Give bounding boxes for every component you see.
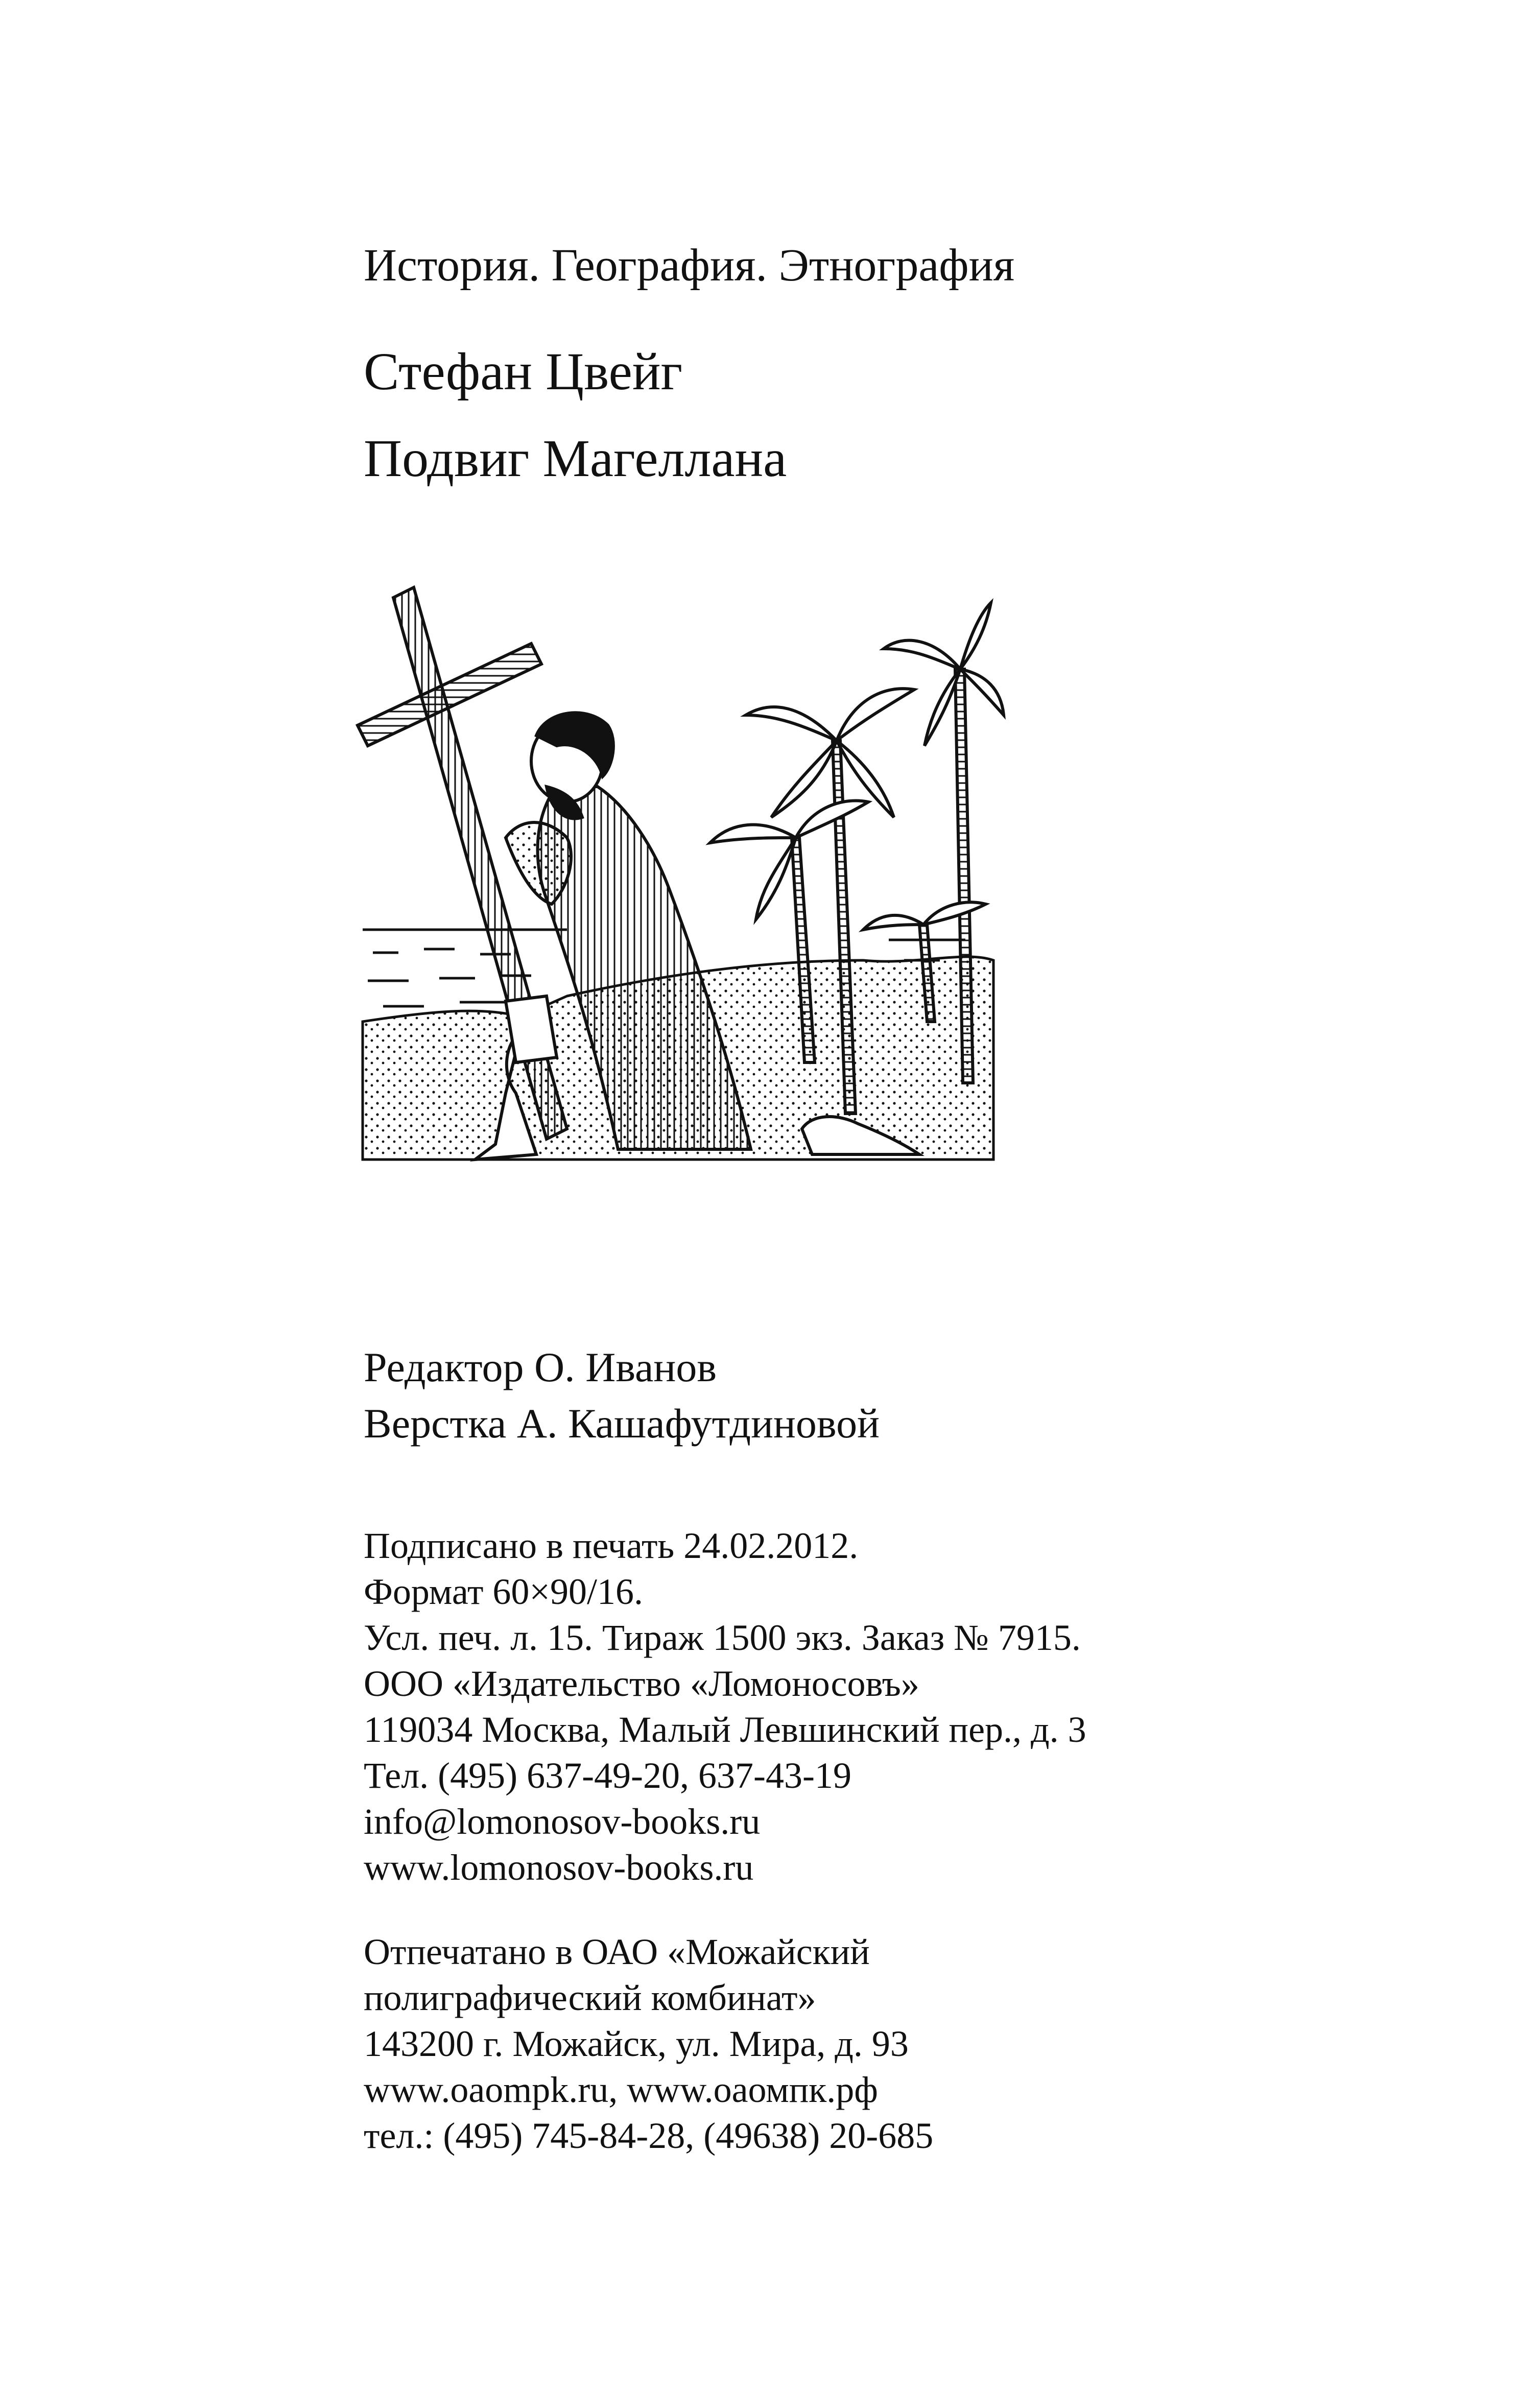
imprint-format: Формат 60×90/16. [364, 1571, 644, 1612]
imprint-print-run: Усл. печ. л. 15. Тираж 1500 экз. Заказ № 7915. [364, 1617, 1081, 1658]
layout-credit: Верстка А. Кашафутдиновой [364, 1400, 880, 1447]
imprint-website: www.lomonosov-books.ru [364, 1847, 754, 1888]
imprint-email: info@lomonosov-books.ru [364, 1801, 761, 1842]
printer-websites: www.oaompk.ru, www.оаомпк.рф [364, 2069, 878, 2110]
printer-line-2: полиграфический комбинат» [364, 1977, 816, 2018]
book-title: Подвиг Магеллана [364, 429, 787, 488]
kneeling-figure [475, 713, 751, 1160]
imprint-publisher: ООО «Издательство «Ломоносовъ» [364, 1663, 919, 1704]
printer-line-1: Отпечатано в ОАО «Можайский [364, 1931, 870, 1972]
series-heading: История. География. Этнография [364, 240, 1015, 291]
imprint-signed: Подписано в печать 24.02.2012. [364, 1525, 859, 1566]
editor-credit: Редактор О. Иванов [364, 1344, 717, 1390]
magellan-cross-illustration [352, 572, 1006, 1180]
printer-phones: тел.: (495) 745-84-28, (49638) 20-685 [364, 2115, 934, 2156]
printer-address: 143200 г. Можайск, ул. Мира, д. 93 [364, 2023, 909, 2064]
imprint-address: 119034 Москва, Малый Левшинский пер., д. 3 [364, 1709, 1086, 1750]
imprint-phone: Тел. (495) 637-49-20, 637-43-19 [364, 1755, 851, 1796]
author-name: Стефан Цвейг [364, 342, 683, 401]
